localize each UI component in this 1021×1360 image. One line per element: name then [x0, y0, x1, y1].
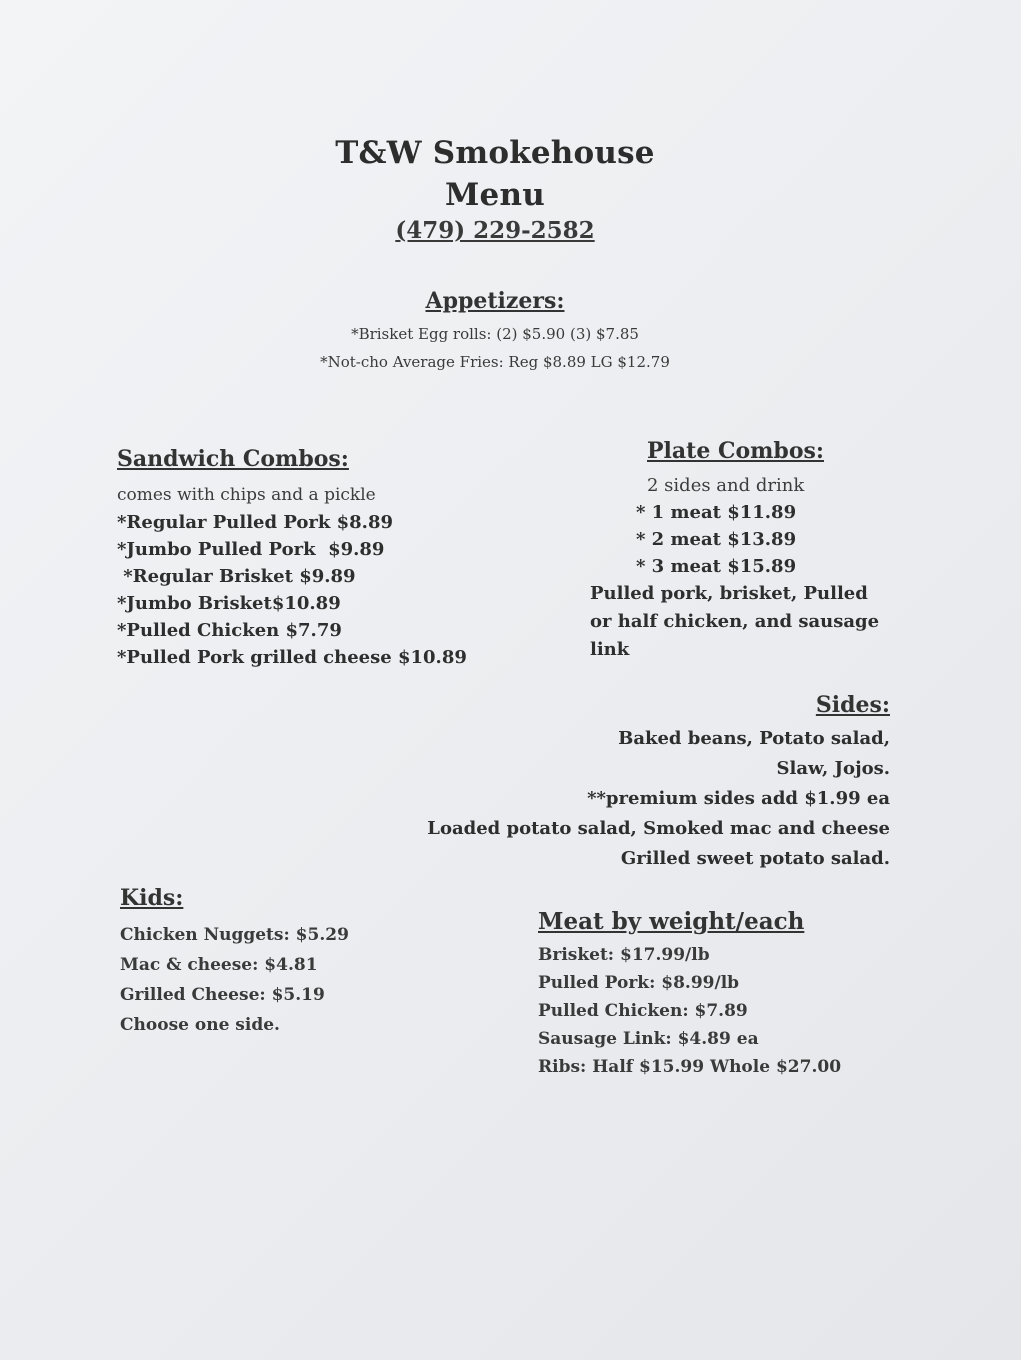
- plate-combos-heading-wrap: [590, 438, 900, 464]
- sandwich-item: *Regular Pulled Pork $8.89: [117, 512, 393, 533]
- meat-item: Sausage Link: $4.89 ea: [538, 1029, 759, 1049]
- kids-heading: Kids:: [120, 885, 184, 911]
- appetizer-item: *Brisket Egg rolls: (2) $5.90 (3) $7.85: [351, 325, 639, 343]
- sandwich-item: *Jumbo Brisket$10.89: [117, 593, 341, 614]
- plate-combo-item: * 3 meat $15.89: [636, 556, 797, 577]
- meat-by-weight-section: [538, 908, 918, 1081]
- kids-item: Mac & cheese: $4.81: [120, 955, 318, 975]
- sides-line: Loaded potato salad, Smoked mac and cheese: [427, 818, 890, 839]
- sandwich-combos-subtitle: comes with chips and a pickle: [117, 485, 376, 505]
- meat-item: Brisket: $17.99/lb: [538, 945, 710, 965]
- kids-section: [120, 885, 450, 1040]
- appetizers-section: [0, 288, 990, 376]
- appetizer-item: *Not-cho Average Fries: Reg $8.89 LG $12.79: [320, 353, 670, 371]
- sides-section: [427, 692, 890, 874]
- meat-item: Pulled Chicken: $7.89: [538, 1001, 748, 1021]
- plate-combo-item: * 1 meat $11.89: [636, 502, 797, 523]
- sides-line: Baked beans, Potato salad,: [618, 728, 890, 749]
- sandwich-item: *Pulled Pork grilled cheese $10.89: [117, 647, 467, 668]
- sandwich-item: *Regular Brisket $9.89: [117, 566, 356, 587]
- sandwich-item: *Jumbo Pulled Pork $9.89: [117, 539, 385, 560]
- sides-heading: Sides:: [815, 692, 890, 718]
- restaurant-name: T&W Smokehouse: [335, 135, 655, 171]
- sides-line: Grilled sweet potato salad.: [620, 848, 890, 869]
- phone-number: (479) 229-2582: [395, 217, 595, 244]
- plate-combos-meat-note: Pulled pork, brisket, Pulled or half chicken, and sausage link: [590, 583, 880, 660]
- kids-item: Grilled Cheese: $5.19: [120, 985, 325, 1005]
- plate-combos-heading: Plate Combos:: [647, 438, 824, 464]
- kids-note: Choose one side.: [120, 1015, 280, 1035]
- kids-heading-wrap: [120, 885, 450, 911]
- sandwich-combos-heading: Sandwich Combos:: [117, 446, 349, 472]
- meat-item: Ribs: Half $15.99 Whole $27.00: [538, 1057, 842, 1077]
- sandwich-combos-section: [117, 446, 537, 671]
- plate-combos-section: [590, 438, 900, 664]
- plate-combos-subtitle: 2 sides and drink: [647, 475, 805, 496]
- sandwich-item: *Pulled Chicken $7.79: [117, 620, 342, 641]
- meat-heading-wrap: [538, 908, 918, 935]
- menu-header: [0, 132, 990, 244]
- meat-item: Pulled Pork: $8.99/lb: [538, 973, 740, 993]
- premium-sides-note: **premium sides add $1.99 ea: [587, 788, 890, 809]
- sides-line: Slaw, Jojos.: [776, 758, 890, 779]
- kids-item: Chicken Nuggets: $5.29: [120, 925, 349, 945]
- plate-combo-item: * 2 meat $13.89: [636, 529, 797, 550]
- menu-title: Menu: [445, 177, 545, 213]
- meat-by-weight-heading: Meat by weight/each: [538, 908, 805, 935]
- appetizers-heading: Appetizers:: [425, 288, 565, 314]
